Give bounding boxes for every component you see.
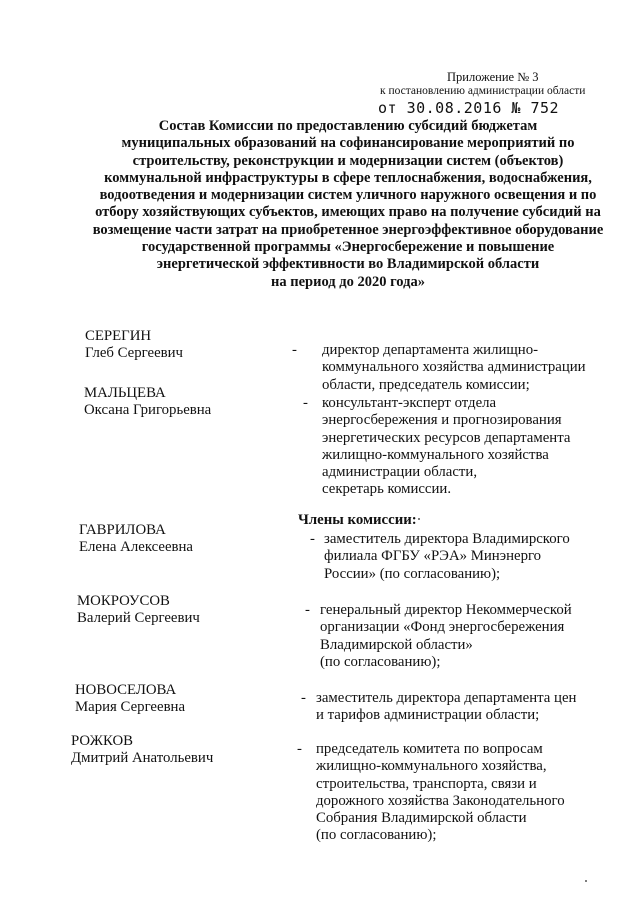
role-line: филиала ФГБУ «РЭА» Минэнерго	[324, 548, 542, 565]
member-name	[77, 593, 200, 627]
list-dash: -	[303, 395, 308, 411]
member-surname: ГАВРИЛОВА	[79, 522, 166, 538]
role-line: жилищно-коммунального хозяйства,	[316, 758, 547, 775]
member-surname: НОВОСЕЛОВА	[75, 682, 177, 698]
member-role	[322, 395, 570, 499]
member-given-name: Дмитрий Анатольевич	[71, 750, 214, 766]
list-dash: -	[292, 342, 297, 358]
role-line: строительства, транспорта, связи и	[316, 775, 537, 792]
member-role	[322, 342, 586, 394]
member-given-name: Оксана Григорьевна	[84, 402, 212, 418]
role-line: директор департамента жилищно-	[322, 342, 539, 358]
role-line: заместитель директора департамента цен	[316, 690, 577, 706]
role-line: дорожного хозяйства Законодательного	[316, 792, 565, 809]
role-line: (по согласованию);	[316, 827, 437, 844]
role-line: жилищно-коммунального хозяйства	[322, 446, 549, 463]
title-line: строительству, реконструкции и модернизации систем (объектов)	[132, 152, 564, 169]
member-name	[85, 328, 183, 362]
role-line: консультант-эксперт отдела	[322, 395, 497, 411]
title-line: коммунальной инфраструктуры в сфере теплоснабжения, водоснабжения,	[104, 169, 592, 186]
role-line: администрации области,	[322, 464, 478, 481]
appendix-reference: к постановлению администрации области	[380, 85, 586, 97]
member-role	[316, 690, 576, 725]
role-line: энергосбережения и прогнозирования	[322, 412, 562, 429]
member-given-name: Елена Алексеевна	[79, 539, 193, 555]
appendix-date-line: от 30.08.2016 № 752	[378, 99, 560, 117]
member-name	[79, 522, 193, 556]
role-line: организации «Фонд энергосбережения	[320, 619, 565, 636]
list-dash: -	[297, 741, 302, 757]
role-line: председатель комитета по вопросам	[316, 741, 543, 757]
member-role	[320, 602, 572, 671]
title-line: возмещение части затрат на приобретенное энергоэффективное оборудование	[92, 221, 604, 238]
role-line: коммунального хозяйства администрации	[322, 359, 586, 376]
role-line: и тарифов администрации области;	[316, 707, 540, 724]
role-line: энергетических ресурсов департамента	[322, 429, 571, 446]
list-dash: -	[310, 531, 315, 547]
member-name	[84, 385, 211, 419]
title-line: водоотведения и модернизации систем уличного наружного освещения и по	[99, 187, 597, 204]
title-line: на период до 2020 года»	[271, 273, 425, 290]
members-header: Члены комиссии:	[298, 512, 417, 528]
title-line: энергетической эффективности во Владимирской области	[156, 256, 540, 273]
role-line: генеральный директор Некоммерческой	[320, 602, 572, 618]
list-dash: -	[301, 690, 306, 706]
scan-speck	[585, 880, 587, 882]
title-line: отбору хозяйствующих субъектов, имеющих право на получение субсидий на	[95, 204, 601, 221]
role-line: России» (по согласованию);	[324, 565, 501, 582]
member-given-name: Валерий Сергеевич	[77, 610, 200, 626]
title-line: Состав Комиссии по предоставлению субсидий бюджетам	[158, 118, 538, 134]
role-line: Владимирской области»	[320, 636, 473, 653]
member-surname: МАЛЬЦЕВА	[84, 385, 166, 401]
member-name	[71, 733, 213, 767]
document-title	[78, 118, 618, 291]
member-surname: СЕРЕГИН	[85, 328, 152, 344]
member-given-name: Мария Сергеевна	[75, 699, 186, 715]
appendix-number: Приложение № 3	[447, 70, 539, 84]
member-role	[324, 531, 570, 583]
role-line: Собрания Владимирской области	[316, 810, 527, 827]
member-given-name: Глеб Сергеевич	[85, 345, 183, 361]
role-line: области, председатель комиссии;	[322, 376, 530, 393]
title-line: государственной программы «Энергосбережение и повышение	[141, 239, 555, 256]
member-role	[316, 741, 565, 845]
role-line: заместитель директора Владимирского	[324, 531, 570, 547]
member-name	[75, 682, 185, 716]
role-line: секретарь комиссии.	[322, 481, 452, 498]
member-surname: МОКРОУСОВ	[77, 593, 170, 609]
role-line: (по согласованию);	[320, 653, 441, 670]
title-line: муниципальных образований на софинансирование мероприятий по	[121, 135, 575, 152]
member-surname: РОЖКОВ	[71, 733, 134, 749]
scan-speck	[418, 518, 420, 520]
list-dash: -	[305, 602, 310, 618]
